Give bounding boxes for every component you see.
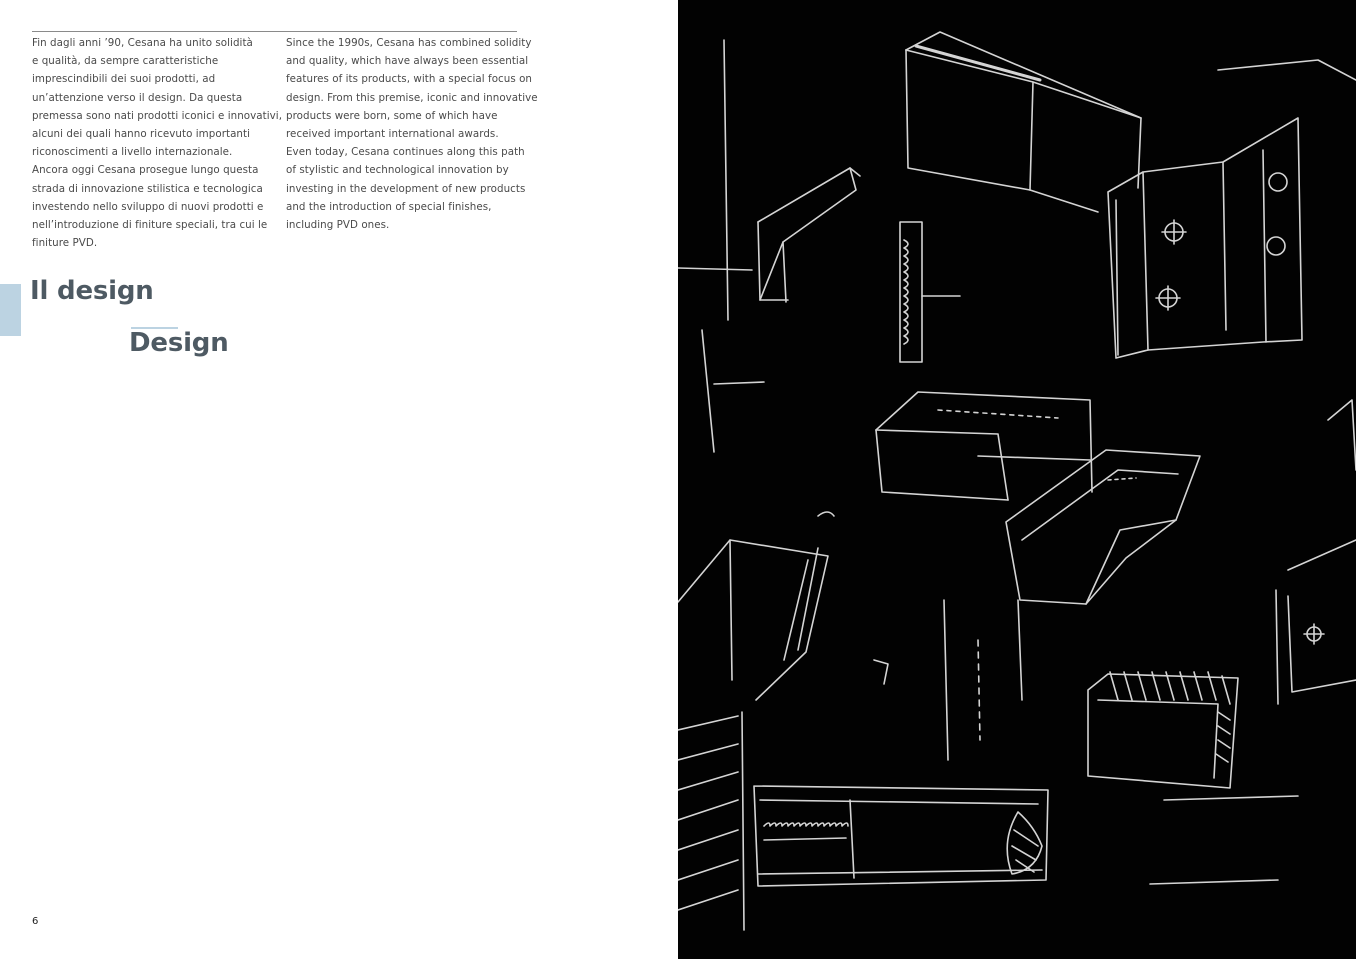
- italian-line: un’attenzione verso il design. Da questa: [32, 91, 243, 104]
- italian-line: alcuni dei quali hanno ricevuto importanti: [32, 128, 251, 141]
- accent-bar: [0, 284, 21, 336]
- english-line: Since the 1990s, Cesana has combined solidity: [286, 37, 532, 49]
- italian-line: strada di innovazione stilistica e tecnologica: [32, 182, 263, 195]
- english-line: Even today, Cesana continues along this path: [286, 146, 525, 159]
- design-sketch-image: [678, 0, 1356, 959]
- english-line: received important international awards.: [286, 128, 499, 141]
- english-line: design. From this premise, iconic and innovative: [286, 91, 538, 104]
- section-title-english: Design: [129, 328, 229, 358]
- page-number: 6: [32, 916, 39, 927]
- english-line: features of its products, with a special focus on: [286, 73, 532, 86]
- english-text-column: [286, 34, 538, 234]
- italian-line: investendo nello sviluppo di nuovi prodotti e: [32, 200, 264, 213]
- section-title-italian: Il design: [30, 276, 154, 306]
- italian-text-column: [32, 34, 283, 252]
- english-line: including PVD ones.: [286, 219, 390, 232]
- italian-line: e qualità, da sempre caratteristiche: [32, 55, 219, 68]
- english-line: and quality, which have always been essential: [286, 55, 529, 68]
- italian-line: Ancora oggi Cesana prosegue lungo questa: [32, 164, 259, 177]
- english-line: of stylistic and technological innovation by: [286, 164, 509, 177]
- english-line: products were born, some of which have: [286, 109, 498, 122]
- italian-line: Fin dagli anni ’90, Cesana ha unito solidità: [32, 37, 253, 49]
- top-rule-divider: [32, 31, 517, 32]
- italian-line: nell’introduzione di finiture speciali, tra cui le: [32, 219, 268, 232]
- italian-line: finiture PVD.: [32, 237, 98, 250]
- italian-line: imprescindibili dei suoi prodotti, ad: [32, 73, 216, 86]
- hand-drawn-sketch: [678, 0, 1356, 959]
- italian-line: premessa sono nati prodotti iconici e innovativi,: [32, 109, 283, 122]
- english-line: and the introduction of special finishes,: [286, 200, 492, 213]
- english-line: investing in the development of new products: [286, 182, 526, 195]
- italian-line: riconoscimenti a livello internazionale.: [32, 146, 233, 159]
